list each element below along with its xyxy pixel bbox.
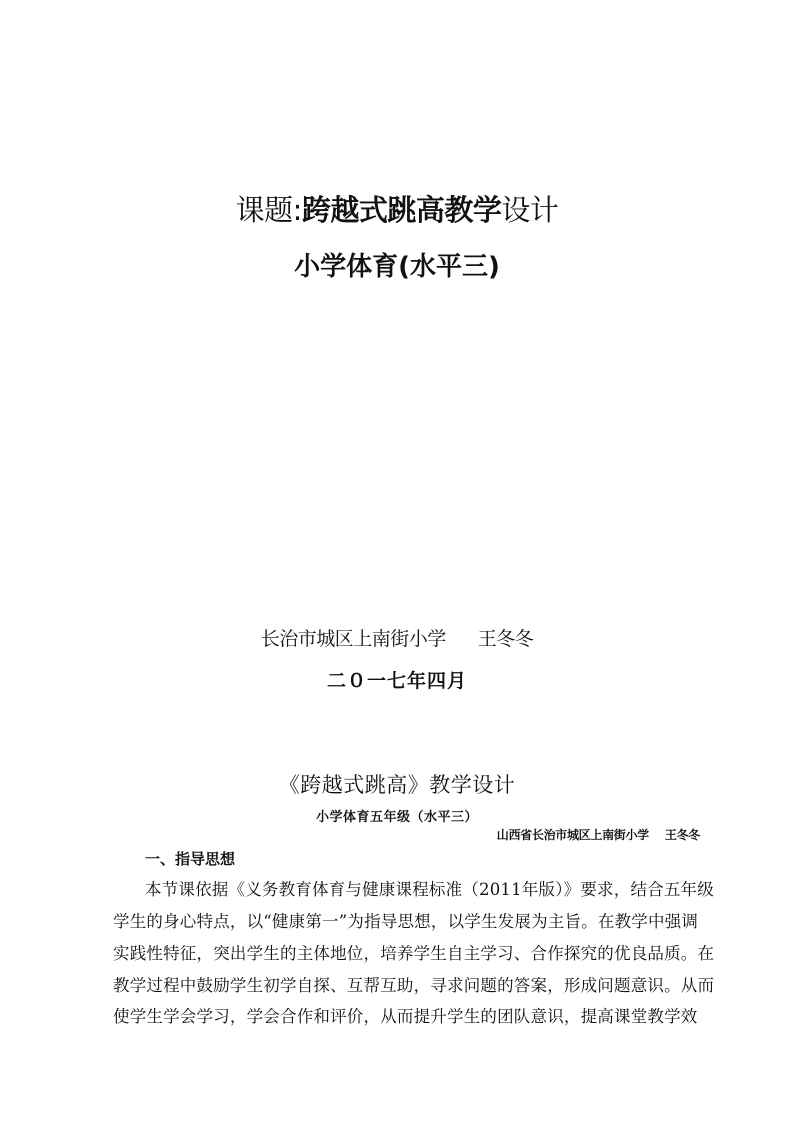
body-text-line: 使学生学会学习，学会合作和评价，从而提升学生的团队意识，提高课堂教学效 — [113, 1007, 698, 1026]
body-text-line: 实践性特征，突出学生的主体地位，培养学生自主学习、合作探究的优良品质。在 — [113, 944, 715, 963]
cover-author-line — [0, 624, 794, 651]
cover-subtitle: 小学体育(水平三) — [294, 252, 500, 282]
cover-school: 长治市城区上南街小学 — [260, 628, 446, 650]
plan-author-name: 王冬冬 — [664, 828, 700, 842]
section-heading: 一、指导思想 — [145, 850, 236, 868]
plan-subtitle: 小学体育五年级（水平三） — [315, 810, 478, 825]
cover-author-name: 王冬冬 — [477, 628, 534, 650]
cover-title-prefix: 课题: — [235, 193, 302, 227]
plan-author-line — [497, 826, 700, 843]
plan-title: 《跨越式跳高》教学设计 — [278, 773, 516, 797]
body-text-line: 学生的身心特点，以“健康第一”为指导思想，以学生发展为主旨。在教学中强调 — [113, 912, 699, 931]
cover-title-suffix: 设计 — [501, 193, 559, 227]
cover-date: 二０一七年四月 — [326, 670, 467, 692]
cover-title — [0, 188, 794, 229]
body-text-line: 教学过程中鼓励学生初学自探、互帮互助，寻求问题的答案，形成问题意识。从而 — [113, 976, 715, 995]
cover-title-bold: 跨越式跳高教学 — [301, 193, 502, 227]
plan-school: 山西省长治市城区上南街小学 — [496, 828, 649, 842]
body-text-line: 本节课依据《义务教育体育与健康课程标准（2011年版）》要求，结合五年级 — [145, 880, 714, 899]
